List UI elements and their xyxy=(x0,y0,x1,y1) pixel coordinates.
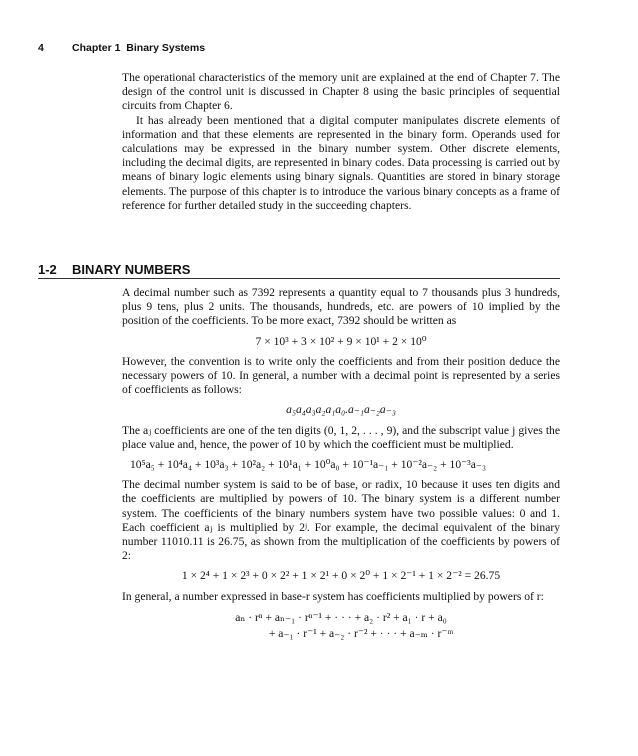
section-heading xyxy=(38,262,560,279)
equation-binary-example: 1 × 2⁴ + 1 × 2³ + 0 × 2² + 1 × 2¹ + 0 × 2⁰ + 1 × 2⁻¹ + 1 × 2⁻² = 26.75 xyxy=(181,569,501,583)
section-title: BINARY NUMBERS xyxy=(72,262,191,277)
section-text xyxy=(122,286,560,642)
section-paragraph-1: A decimal number such as 7392 represents a quantity equal to 7 thousands plus 3 hundreds, plus 9 tens, plus 2 units. The thousands, hundreds, etc. are powers of 10 implied by the position of the coefficients. To be more exact, 7392 should be written as xyxy=(122,286,560,328)
intro-text xyxy=(122,71,560,213)
section-paragraph-5: In general, a number expressed in base-r system has coefficients multiplied by powers of r: xyxy=(122,589,544,603)
equation-base-r-line-1: aₙ · rⁿ + aₙ₋₁ · rⁿ⁻¹ + · · · + a₂ · r² + a₁ · r + a₀ xyxy=(235,610,447,624)
equation-7392: 7 × 10³ + 3 × 10² + 9 × 10¹ + 2 × 10⁰ xyxy=(255,334,427,348)
equation-coefficients: a₅a₄a₃a₂a₁a₀.a₋₁a₋₂a₋₃ xyxy=(286,403,396,417)
chapter-label: Chapter 1 xyxy=(72,42,121,54)
section-number: 1-2 xyxy=(38,262,57,277)
section-paragraph-2: However, the convention is to write only the coefficients and from their position deduce the necessary powers of 10. In general, a number with a decimal point is represented by a series of coefficients as follows: xyxy=(122,354,560,397)
intro-paragraph-2: It has already been mentioned that a digital computer manipulates discrete elements of information and that these elements are represented in the binary form. Operands used for calculations may be expressed in the binary number system. Other discrete elements, including the decimal digits, are represented in binary codes. Data processing is carried out by means of binary logic elements using binary signals. Quantities are stored in binary storage elements. The purpose of this chapter is to introduce the various binary concepts as a frame of reference for further detailed study in the succeeding chapters. xyxy=(122,113,560,212)
intro-paragraph-1: The operational characteristics of the memory unit are explained at the end of Chapter 7. The design of the control unit is discussed in Chapter 8 using the basic principles of sequential circuits from Chapter 6. xyxy=(122,71,560,113)
running-header xyxy=(38,42,205,54)
page-number: 4 xyxy=(38,42,44,54)
section-paragraph-4: The decimal number system is said to be of base, or radix, 10 because it uses ten digits and the coefficients are multiplied by powers of 10. The binary system is a different number system. The coefficients of the binary numbers system have two possible values: 0 and 1. Each coefficient aⱼ is multiplied by 2ʲ. For example, the decimal equivalent of the binary number 11010.11 is 26.75, as shown from the multiplication of the coefficients by powers of 2: xyxy=(122,478,560,563)
chapter-title: Binary Systems xyxy=(126,42,206,54)
equation-base-r-line-2: + a₋₁ · r⁻¹ + a₋₂ · r⁻² + · · · + a₋ₘ · r⁻ᵐ xyxy=(268,626,454,640)
section-paragraph-3: The aⱼ coefficients are one of the ten digits (0, 1, 2, . . . , 9), and the subscript value j gives the place value and, hence, the power of 10 by which the coefficient must be multiplied. xyxy=(122,423,560,451)
equation-power-expansion: 10⁵a₅ + 10⁴a₄ + 10³a₃ + 10²a₂ + 10¹a₁ + 10⁰a₀ + 10⁻¹a₋₁ + 10⁻²a₋₂ + 10⁻³a₋₃ xyxy=(130,458,487,472)
